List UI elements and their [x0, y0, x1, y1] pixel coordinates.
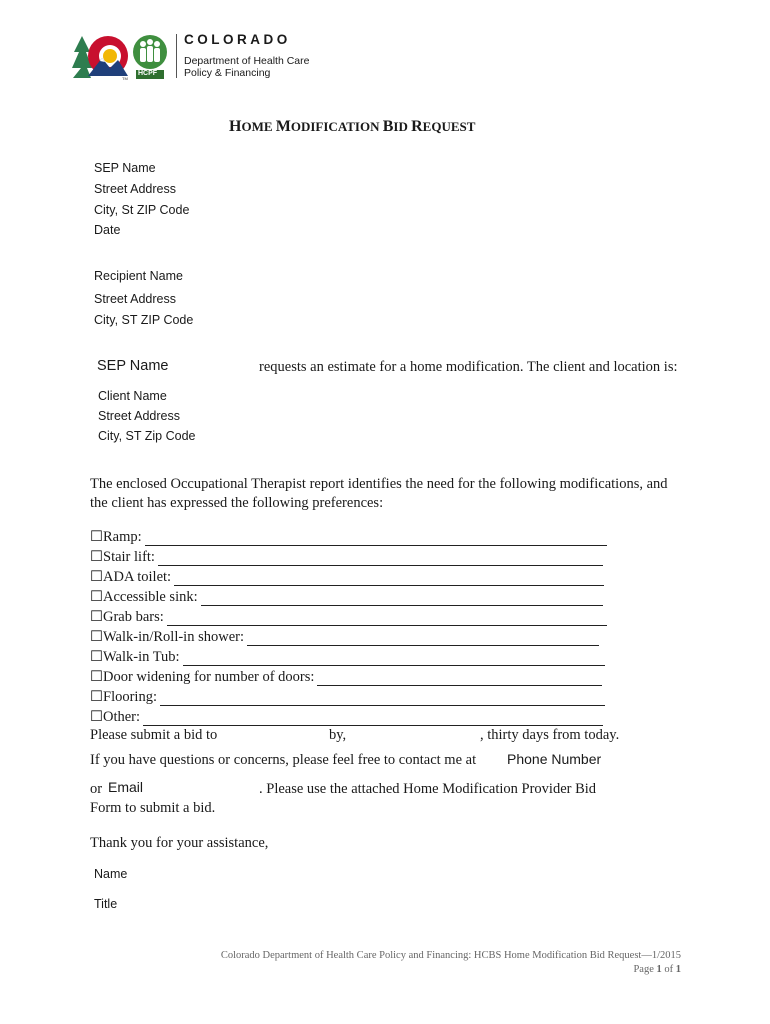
modification-item [90, 706, 620, 726]
page-number: Page 1 of 1 [633, 964, 681, 975]
intro-line-2: the client has expressed the following preferences: [90, 495, 384, 511]
modification-item [90, 526, 620, 546]
contact-line-3: Form to submit a bid. [90, 800, 216, 816]
modification-item [90, 606, 620, 626]
colorado-mountain-logo-icon [72, 32, 128, 82]
checkbox[interactable]: ☐ [90, 629, 103, 645]
modification-input-line[interactable] [183, 651, 605, 666]
checkbox[interactable]: ☐ [90, 589, 103, 605]
modification-label: Stair lift: [103, 549, 155, 565]
modification-label: Walk-in/Roll-in shower: [103, 629, 244, 645]
modification-item [90, 566, 620, 586]
checkbox[interactable]: ☐ [90, 709, 103, 725]
sender-street-field[interactable]: Street Address [94, 182, 176, 196]
svg-text:TM: TM [122, 76, 128, 81]
modification-input-line[interactable] [167, 611, 607, 626]
modification-item [90, 546, 620, 566]
contact-line: If you have questions or concerns, please feel free to contact me at [90, 752, 477, 768]
modification-input-line[interactable] [317, 671, 602, 686]
client-city-field[interactable]: City, ST Zip Code [98, 429, 196, 443]
contact-after-email: . Please use the attached Home Modification Provider Bid [259, 781, 597, 797]
phone-number-field[interactable]: Phone Number [507, 751, 602, 767]
sender-city-field[interactable]: City, St ZIP Code [94, 203, 190, 217]
intro-line-1: The enclosed Occupational Therapist report identifies the need for the following modifications, and [90, 476, 668, 492]
modification-label: Walk-in Tub: [103, 649, 180, 665]
modification-label: Grab bars: [103, 609, 164, 625]
modification-input-line[interactable] [145, 531, 607, 546]
hcpf-badge-label: HCPF [138, 70, 158, 77]
modification-label: Flooring: [103, 689, 157, 705]
modification-label: Ramp: [103, 529, 142, 545]
modification-item [90, 646, 620, 666]
contact-or: or [90, 781, 103, 797]
modification-label: Door widening for number of doors: [103, 669, 315, 685]
bid-prefix: Please submit a bid to [90, 727, 218, 743]
modification-input-line[interactable] [247, 631, 599, 646]
modification-input-line[interactable] [174, 571, 604, 586]
modification-label: ADA toilet: [103, 569, 172, 585]
sep-name-inline-field[interactable]: SEP Name [97, 358, 169, 374]
modification-label: Other: [103, 709, 141, 725]
modification-input-line[interactable] [160, 691, 605, 706]
bid-suffix: , thirty days from today. [480, 727, 620, 743]
client-street-field[interactable]: Street Address [98, 409, 180, 423]
request-text: requests an estimate for a home modification. The client and location is: [259, 359, 678, 375]
recipient-city-field[interactable]: City, ST ZIP Code [94, 313, 194, 327]
recipient-name-field[interactable]: Recipient Name [94, 269, 183, 283]
modification-input-line[interactable] [143, 711, 603, 726]
checkbox[interactable]: ☐ [90, 549, 103, 565]
bid-by: by, [329, 727, 347, 743]
checkbox[interactable]: ☐ [90, 529, 103, 545]
checkbox[interactable]: ☐ [90, 669, 103, 685]
logo-divider [176, 34, 177, 78]
email-field[interactable]: Email [108, 779, 144, 795]
modification-item [90, 626, 620, 646]
logo-dept-line2: Policy & Financing [184, 67, 271, 79]
logo-wordmark: COLORADO [184, 32, 291, 47]
client-name-field[interactable]: Client Name [98, 389, 167, 403]
page-title: HOME MODIFICATION BID REQUEST [229, 118, 476, 135]
closing-thanks: Thank you for your assistance, [90, 835, 269, 851]
checkbox[interactable]: ☐ [90, 569, 103, 585]
checkbox[interactable]: ☐ [90, 609, 103, 625]
modification-item [90, 586, 620, 606]
modification-input-line[interactable] [158, 551, 603, 566]
modification-label: Accessible sink: [103, 589, 198, 605]
recipient-street-field[interactable]: Street Address [94, 292, 176, 306]
modification-item [90, 686, 620, 706]
signer-title-field[interactable]: Title [94, 897, 118, 911]
modifications-list [90, 526, 620, 726]
sender-name-field[interactable]: SEP Name [94, 161, 156, 175]
checkbox[interactable]: ☐ [90, 689, 103, 705]
checkbox[interactable]: ☐ [90, 649, 103, 665]
logo-dept-line1: Department of Health Care [184, 55, 310, 67]
modification-item [90, 666, 620, 686]
logo [72, 30, 342, 82]
date-field[interactable]: Date [94, 223, 121, 237]
signer-name-field[interactable]: Name [94, 867, 128, 881]
modification-input-line[interactable] [201, 591, 603, 606]
footer-text: Colorado Department of Health Care Policy and Financing: HCBS Home Modification Bid Request—1/2015 [220, 950, 681, 961]
